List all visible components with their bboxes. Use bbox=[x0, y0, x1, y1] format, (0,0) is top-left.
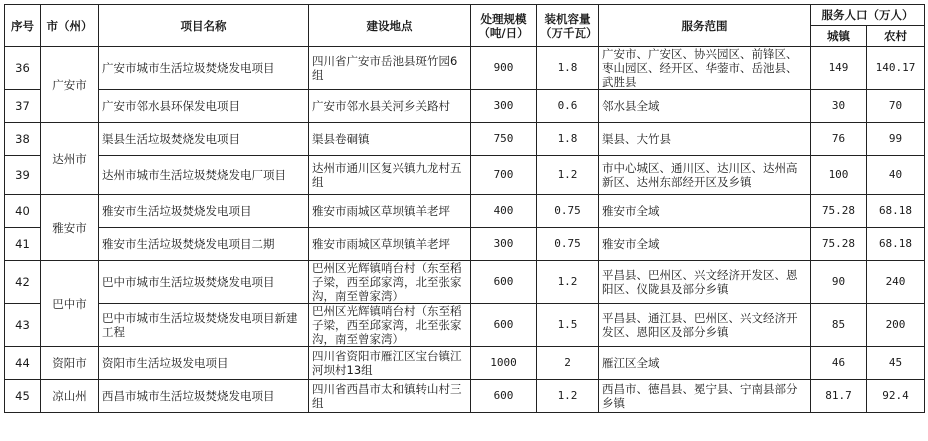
row-urban: 81.7 bbox=[811, 380, 867, 413]
row-service: 邻水县全域 bbox=[599, 90, 811, 123]
row-no: 36 bbox=[5, 47, 41, 90]
row-location: 巴州区光辉镇哨台村（东至稻子梁，西至邱家湾，北至张家沟，南至曾家湾） bbox=[309, 304, 471, 347]
header-no: 序号 bbox=[5, 5, 41, 47]
row-city: 广安市 bbox=[41, 47, 99, 123]
row-capacity: 300 bbox=[471, 228, 537, 261]
row-urban: 75.28 bbox=[811, 195, 867, 228]
row-capacity: 700 bbox=[471, 156, 537, 195]
row-rural: 99 bbox=[867, 123, 925, 156]
row-location: 雅安市雨城区草坝镇羊老坪 bbox=[309, 228, 471, 261]
row-urban: 75.28 bbox=[811, 228, 867, 261]
row-city: 达州市 bbox=[41, 123, 99, 195]
header-city: 市（州） bbox=[41, 5, 99, 47]
row-urban: 85 bbox=[811, 304, 867, 347]
row-power: 0.75 bbox=[537, 228, 599, 261]
row-capacity: 1000 bbox=[471, 347, 537, 380]
row-power: 2 bbox=[537, 347, 599, 380]
row-capacity: 600 bbox=[471, 304, 537, 347]
table-row bbox=[5, 123, 925, 156]
row-location: 渠县卷硐镇 bbox=[309, 123, 471, 156]
row-city: 凉山州 bbox=[41, 380, 99, 413]
row-rural: 92.4 bbox=[867, 380, 925, 413]
row-service: 西昌市、德昌县、冕宁县、宁南县部分乡镇 bbox=[599, 380, 811, 413]
row-urban: 46 bbox=[811, 347, 867, 380]
row-city: 巴中市 bbox=[41, 261, 99, 347]
row-rural: 140.17 bbox=[867, 47, 925, 90]
row-location: 四川省资阳市雁江区宝台镇江河坝村13组 bbox=[309, 347, 471, 380]
row-no: 41 bbox=[5, 228, 41, 261]
row-project: 西昌市城市生活垃圾焚烧发电项目 bbox=[99, 380, 309, 413]
row-rural: 200 bbox=[867, 304, 925, 347]
header-population: 服务人口（万人） bbox=[811, 5, 925, 26]
row-capacity: 600 bbox=[471, 261, 537, 304]
row-project: 雅安市生活垃圾焚烧发电项目二期 bbox=[99, 228, 309, 261]
row-location: 巴州区光辉镇哨台村（东至稻子梁，西至邱家湾，北至张家沟，南至曾家湾） bbox=[309, 261, 471, 304]
row-rural: 70 bbox=[867, 90, 925, 123]
table-row bbox=[5, 380, 925, 413]
row-power: 1.8 bbox=[537, 123, 599, 156]
table-row bbox=[5, 347, 925, 380]
table-row bbox=[5, 228, 925, 261]
row-capacity: 400 bbox=[471, 195, 537, 228]
row-service: 雅安市全域 bbox=[599, 195, 811, 228]
row-power: 1.2 bbox=[537, 380, 599, 413]
row-location: 广安市邻水县关河乡关路村 bbox=[309, 90, 471, 123]
row-location: 雅安市雨城区草坝镇羊老坪 bbox=[309, 195, 471, 228]
row-rural: 68.18 bbox=[867, 228, 925, 261]
row-power: 1.8 bbox=[537, 47, 599, 90]
row-power: 1.5 bbox=[537, 304, 599, 347]
row-service: 平昌县、通江县、巴州区、兴文经济开发区、恩阳区及部分乡镇 bbox=[599, 304, 811, 347]
row-service: 雅安市全域 bbox=[599, 228, 811, 261]
row-service: 平昌县、巴州区、兴文经济开发区、恩阳区、仪陇县及部分乡镇 bbox=[599, 261, 811, 304]
header-location: 建设地点 bbox=[309, 5, 471, 47]
row-power: 0.6 bbox=[537, 90, 599, 123]
row-urban: 76 bbox=[811, 123, 867, 156]
header-urban: 城镇 bbox=[811, 26, 867, 47]
row-no: 44 bbox=[5, 347, 41, 380]
row-location: 达州市通川区复兴镇九龙村五组 bbox=[309, 156, 471, 195]
row-no: 42 bbox=[5, 261, 41, 304]
header-rural: 农村 bbox=[867, 26, 925, 47]
row-project: 广安市城市生活垃圾焚烧发电项目 bbox=[99, 47, 309, 90]
table-row bbox=[5, 304, 925, 347]
row-service: 雁江区全域 bbox=[599, 347, 811, 380]
header-project: 项目名称 bbox=[99, 5, 309, 47]
row-urban: 149 bbox=[811, 47, 867, 90]
row-rural: 40 bbox=[867, 156, 925, 195]
row-city: 雅安市 bbox=[41, 195, 99, 261]
row-service: 市中心城区、通川区、达川区、达州高新区、达州东部经开区及乡镇 bbox=[599, 156, 811, 195]
row-service: 广安市、广安区、协兴园区、前锋区、枣山园区、经开区、华蓥市、岳池县、武胜县 bbox=[599, 47, 811, 90]
row-project: 渠县生活垃圾焚烧发电项目 bbox=[99, 123, 309, 156]
row-rural: 240 bbox=[867, 261, 925, 304]
row-power: 1.2 bbox=[537, 156, 599, 195]
row-capacity: 900 bbox=[471, 47, 537, 90]
row-power: 1.2 bbox=[537, 261, 599, 304]
row-power: 0.75 bbox=[537, 195, 599, 228]
table-row bbox=[5, 156, 925, 195]
row-capacity: 750 bbox=[471, 123, 537, 156]
row-project: 广安市邻水县环保发电项目 bbox=[99, 90, 309, 123]
row-capacity: 600 bbox=[471, 380, 537, 413]
header-service-area: 服务范围 bbox=[599, 5, 811, 47]
row-no: 45 bbox=[5, 380, 41, 413]
row-project: 巴中市城市生活垃圾焚烧发电项目 bbox=[99, 261, 309, 304]
table-row bbox=[5, 261, 925, 304]
row-project: 资阳市生活垃圾发电项目 bbox=[99, 347, 309, 380]
row-no: 40 bbox=[5, 195, 41, 228]
row-no: 37 bbox=[5, 90, 41, 123]
row-location: 四川省西昌市太和镇转山村三组 bbox=[309, 380, 471, 413]
data-table bbox=[4, 4, 925, 413]
row-project: 达州市城市生活垃圾焚烧发电厂项目 bbox=[99, 156, 309, 195]
row-location: 四川省广安市岳池县斑竹园6组 bbox=[309, 47, 471, 90]
table-row bbox=[5, 90, 925, 123]
row-no: 38 bbox=[5, 123, 41, 156]
table-row bbox=[5, 195, 925, 228]
row-capacity: 300 bbox=[471, 90, 537, 123]
row-project: 雅安市生活垃圾焚烧发电项目 bbox=[99, 195, 309, 228]
row-project: 巴中市城市生活垃圾焚烧发电项目新建工程 bbox=[99, 304, 309, 347]
header-capacity: 处理规模（吨/日） bbox=[471, 5, 537, 47]
header-row bbox=[5, 5, 925, 26]
row-city: 资阳市 bbox=[41, 347, 99, 380]
row-no: 39 bbox=[5, 156, 41, 195]
row-rural: 68.18 bbox=[867, 195, 925, 228]
row-urban: 100 bbox=[811, 156, 867, 195]
row-no: 43 bbox=[5, 304, 41, 347]
row-service: 渠县、大竹县 bbox=[599, 123, 811, 156]
header-power: 装机容量（万千瓦） bbox=[537, 5, 599, 47]
table-row bbox=[5, 47, 925, 90]
row-urban: 90 bbox=[811, 261, 867, 304]
row-rural: 45 bbox=[867, 347, 925, 380]
row-urban: 30 bbox=[811, 90, 867, 123]
